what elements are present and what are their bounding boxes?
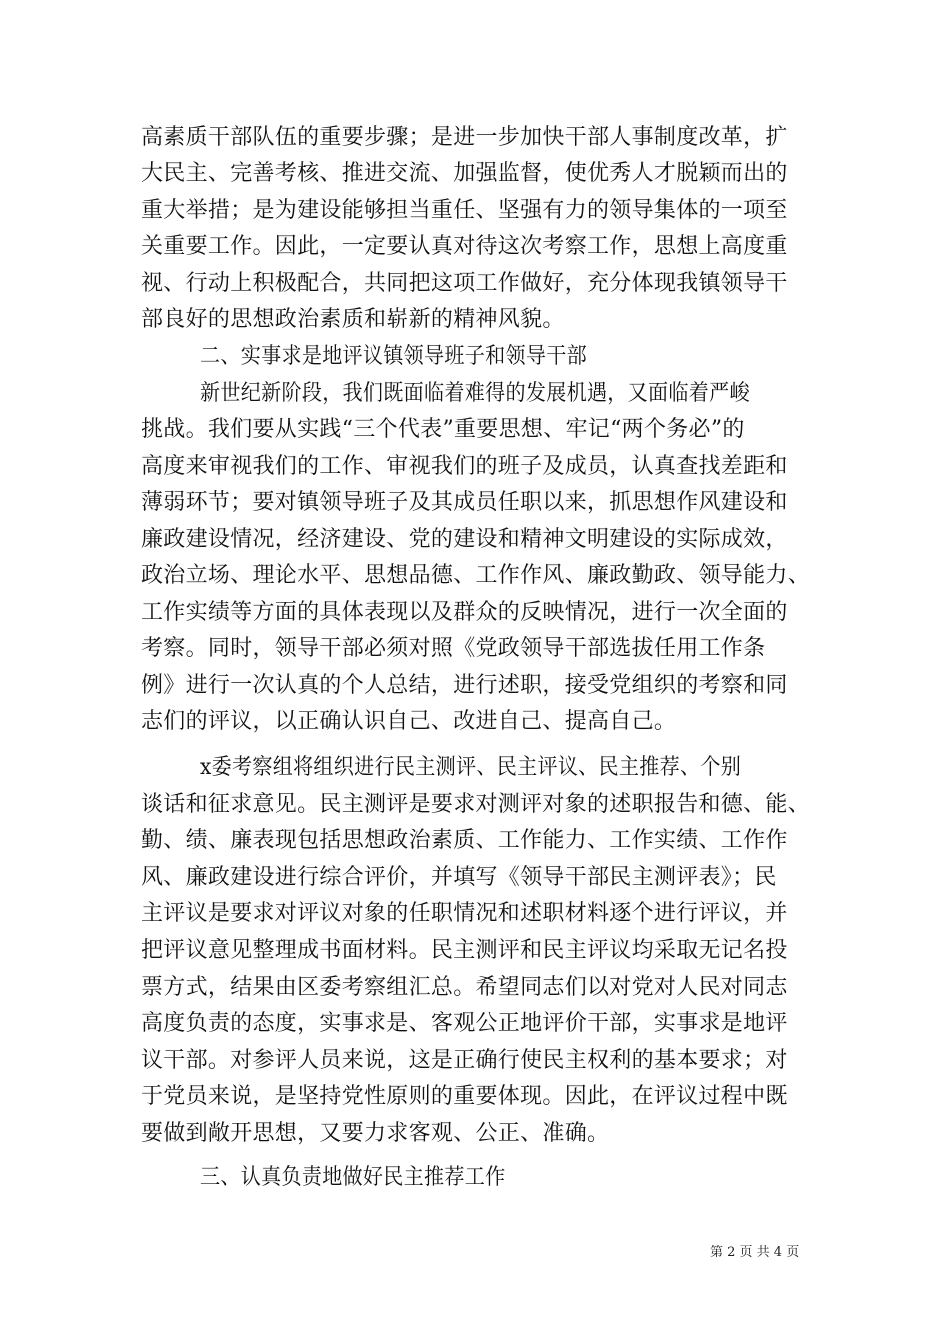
body-line: 例》进行一次认真的个人总结，进行述职，接受党组织的考察和同 [141, 673, 788, 698]
body-line: 挑战。我们要从实践“三个代表”重要思想、牢记“两个务必”的 [141, 417, 745, 442]
body-line: 高度负责的态度，实事求是、客观公正地评价干部，实事求是地评 [141, 1011, 788, 1036]
body-line: 视、行动上积极配合，共同把这项工作做好，充分体现我镇领导干 [141, 271, 788, 296]
body-line: 政治立场、理论水平、思想品德、工作作风、廉政勤政、领导能力、 [141, 563, 811, 588]
body-line: 谈话和征求意见。民主测评是要求对测评对象的述职报告和德、能、 [141, 792, 811, 817]
page-number: 第 2 页 共 4 页 [710, 1245, 800, 1260]
body-line: 于党员来说，是坚持党性原则的重要体现。因此，在评议过程中既 [141, 1084, 788, 1109]
section-heading: 三、认真负责地做好民主推荐工作 [200, 1165, 506, 1190]
body-line: 重大举措；是为建设能够担当重任、坚强有力的领导集体的一项至 [141, 198, 788, 223]
body-line: 要做到敞开思想，又要力求客观、公正、准确。 [141, 1121, 610, 1146]
body-line: 志们的评议，以正确认识自己、改进自己、提高自己。 [141, 709, 677, 734]
body-line: 主评议是要求对评议对象的任职情况和述职材料逐个进行评议，并 [141, 901, 788, 926]
body-line: x委考察组将组织进行民主测评、民主评议、民主推荐、个别 [200, 755, 742, 780]
body-line: 风、廉政建设进行综合评价，并填写《领导干部民主测评表》；民 [141, 865, 777, 890]
body-line: 高度来审视我们的工作、审视我们的班子及成员，认真查找差距和 [141, 454, 788, 479]
body-line: 新世纪新阶段，我们既面临着难得的发展机遇，又面临着严峻 [200, 381, 750, 406]
body-line: 勤、绩、廉表现包括思想政治素质、工作能力、工作实绩、工作作 [141, 828, 788, 853]
body-line: 考察。同时，领导干部必须对照《党政领导干部选拔任用工作条 [141, 636, 766, 661]
section-heading: 二、实事求是地评议镇领导班子和领导干部 [200, 344, 587, 369]
body-line: 大民主、完善考核、推进交流、加强监督，使优秀人才脱颖而出的 [141, 161, 788, 186]
body-line: 薄弱环节；要对镇领导班子及其成员任职以来，抓思想作风建设和 [141, 490, 788, 515]
body-line: 关重要工作。因此，一定要认真对待这次考察工作，思想上高度重 [141, 234, 788, 259]
body-line: 工作实绩等方面的具体表现以及群众的反映情况，进行一次全面的 [141, 600, 788, 625]
body-line: 高素质干部队伍的重要步骤；是进一步加快干部人事制度改革，扩 [141, 125, 788, 150]
body-line: 廉政建设情况，经济建设、党的建设和精神文明建设的实际成效， [141, 527, 788, 552]
body-line: 议干部。对参评人员来说，这是正确行使民主权利的基本要求；对 [141, 1048, 788, 1073]
body-line: 票方式，结果由区委考察组汇总。希望同志们以对党对人民对同志 [141, 975, 788, 1000]
body-line: 把评议意见整理成书面材料。民主测评和民主评议均采取无记名投 [141, 938, 788, 963]
body-line: 部良好的思想政治素质和崭新的精神风貌。 [141, 307, 565, 332]
